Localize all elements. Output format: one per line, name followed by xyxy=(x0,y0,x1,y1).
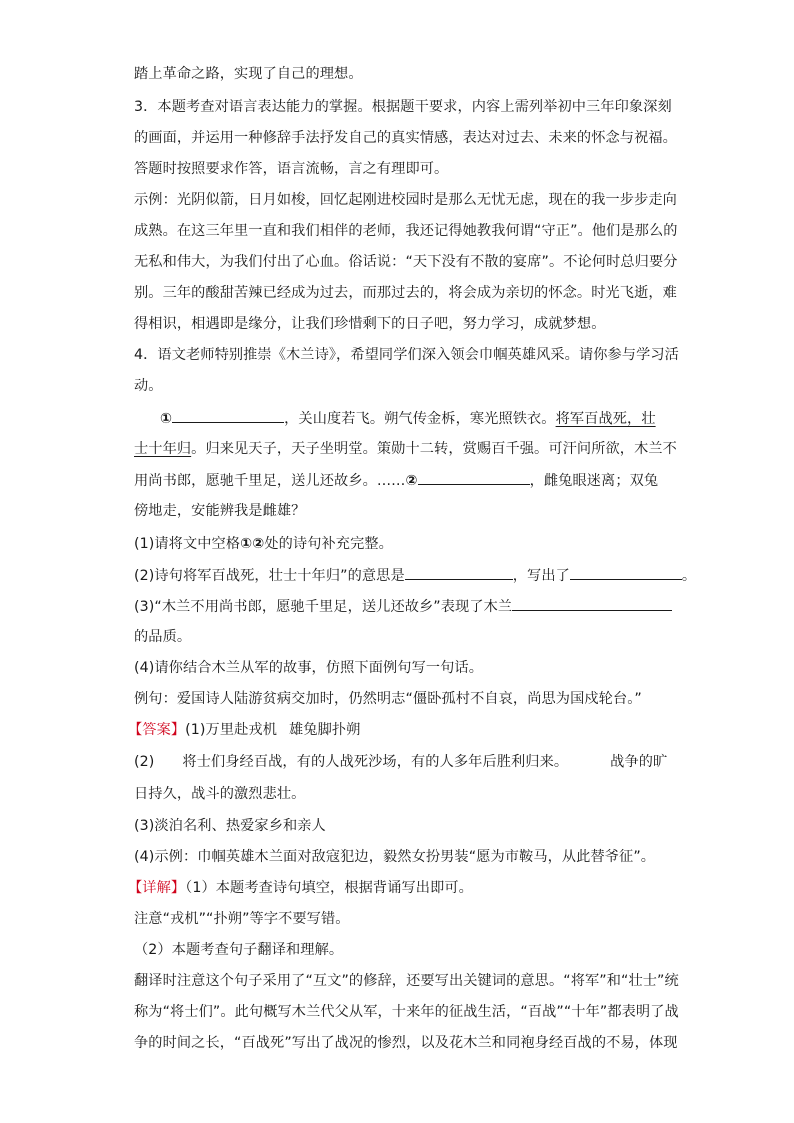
answer-text: (1)万里赴戎机 xyxy=(185,722,277,738)
explanation-label: 【详解】 xyxy=(128,880,186,896)
text-line: 答题时按照要求作答，语言流畅，言之有理即可。 xyxy=(134,161,449,177)
example-line: 示例：光阴似箭，日月如梭，回忆起刚进校园时是那么无忧无虑，现在的我一步步走向 xyxy=(134,192,677,208)
answer-line: (4)示例：巾帼英雄木兰面对敌寇犯边，毅然女扮男装“愿为市鞍马，从此替爷征”。 xyxy=(134,849,656,865)
text-line: 得相识，相遇即是缘分，让我们珍惜剩下的日子吧，努力学习，成就梦想。 xyxy=(134,316,606,332)
sub-question-2 xyxy=(134,565,697,586)
blank-marker-2: ② xyxy=(405,473,418,489)
poem-text: ，雌兔眼迷离；双兔 xyxy=(529,473,659,489)
blank-marker-1: ① xyxy=(160,411,173,427)
sub-question-1 xyxy=(134,534,664,554)
sub-question-text: (1)请将文中空格 xyxy=(134,536,241,552)
blank-markers: ①② xyxy=(240,536,265,552)
explanation-line xyxy=(128,878,658,898)
answer-line xyxy=(128,720,658,740)
poem-text: 用尚书郎，愿驰千里足，送儿还故乡。…… xyxy=(134,473,406,489)
sub-question-text: (2)诗句将军百战死，壮士十年归”的意思是 xyxy=(134,568,405,584)
poem-line xyxy=(134,470,664,491)
answer-line: (3)淡泊名利、热爱家乡和亲人 xyxy=(134,818,326,834)
answer-text: 战争的旷 xyxy=(610,754,668,770)
sub-question-text: ，写出了 xyxy=(512,568,570,584)
poem-text: 。归来见天子，天子坐明堂。策勋十二转，赏赐百千强。可汗问所欲，木兰不 xyxy=(191,441,677,457)
text-line: 的品质。 xyxy=(134,629,192,645)
answer-text: 将士们身经百战，有的人战死沙场，有的人多年后胜利归来。 xyxy=(182,754,569,770)
sub-question-3 xyxy=(134,596,664,617)
question-4-line: 4．语文老师特别推崇《木兰诗》，希望同学们深入领会巾帼英雄风采。请你参与学习活 xyxy=(134,347,679,363)
sub-question-text: 。 xyxy=(681,568,697,584)
text-line: 别。三年的酸甜苦辣已经成为过去，而那过去的，将会成为亲切的怀念。时光飞逝，难 xyxy=(134,285,677,301)
sub-question-4: (4)请你结合木兰从军的故事，仿照下面例句写一句话。 xyxy=(134,660,484,676)
sub-question-text: (3)“木兰不用尚书郎，愿驰千里足，送儿还故乡”表现了木兰 xyxy=(134,599,513,615)
text-line: 的画面，并运用一种修辞手法抒发自己的真实情感，表达对过去、未来的怀念与祝福。 xyxy=(134,130,677,146)
explanation-line: 称为“将士们”。此句概写木兰代父从军，十来年的征战生活，“百战”“十年”都表明了战 xyxy=(134,1004,679,1020)
poem-line xyxy=(134,439,677,459)
fill-blank-1 xyxy=(172,408,284,423)
poem-text: ，关山度若飞。朔气传金柝，寒光照铁衣。 xyxy=(284,411,556,427)
text-line: 无私和伟大，为我们付出了心血。俗话说：“天下没有不散的宴席”。不论何时总归要分 xyxy=(134,254,678,270)
answer-text: 雄兔脚扑朔 xyxy=(289,722,361,738)
explanation-line: 注意“戎机”“扑朔”等字不要写错。 xyxy=(134,911,350,927)
answer-line: 日持久，战斗的激烈悲壮。 xyxy=(134,786,306,802)
example-sentence: 例句：爱国诗人陆游贫病交加时，仍然明志“僵卧孤村不自哀，尚思为国戍轮台。” xyxy=(134,691,642,707)
answer-blank xyxy=(570,565,682,580)
explanation-line: （2）本题考查句子翻译和理解。 xyxy=(134,942,344,958)
explanation-line: 争的时间之长，“百战死”写出了战况的惨烈，以及花木兰和同袍身经百战的不易，体现 xyxy=(134,1035,678,1051)
answer-line xyxy=(134,752,668,772)
underlined-verse: 将军百战死，壮 xyxy=(555,411,656,427)
underlined-verse: 士十年归 xyxy=(134,441,192,457)
explanation-text: （1）本题考查诗句填空，根据背诵写出即可。 xyxy=(185,880,473,896)
poem-line xyxy=(160,408,690,429)
answer-blank xyxy=(405,565,513,580)
poem-line: 傍地走，安能辨我是雌雄？ xyxy=(134,503,306,519)
answer-blank xyxy=(512,596,672,611)
text-line: 动。 xyxy=(134,378,163,394)
sub-question-text: 处的诗句补充完整。 xyxy=(264,536,393,552)
explanation-line: 翻译时注意这个句子采用了“互文”的修辞，还要写出关键词的意思。“将军”和“壮士”统 xyxy=(134,973,679,989)
answer-label: 【答案】 xyxy=(128,722,186,738)
text-line: 成熟。在这三年里一直和我们相伴的老师，我还记得她教我何谓“守正”。他们是那么的 xyxy=(134,223,678,239)
answer-number: (2) xyxy=(134,754,155,770)
fill-blank-2 xyxy=(418,470,530,485)
text-line: 踏上革命之路，实现了自己的理想。 xyxy=(134,66,363,82)
question-3-line: 3．本题考查对语言表达能力的掌握。根据题干要求，内容上需列举初中三年印象深刻 xyxy=(134,99,672,115)
